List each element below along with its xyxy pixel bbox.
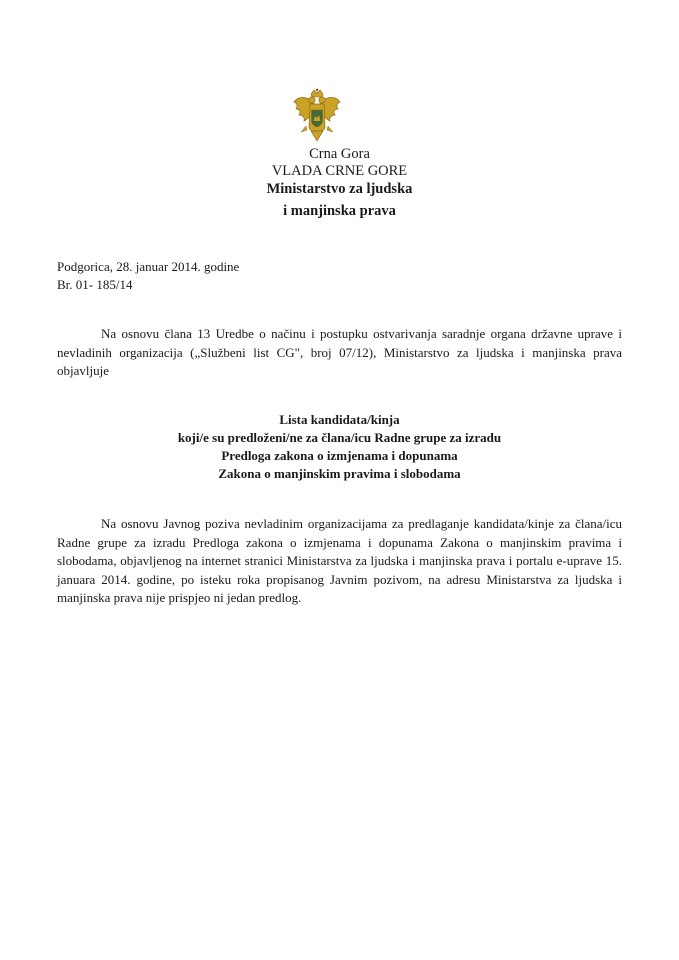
letterhead bbox=[0, 146, 679, 220]
title-line-2: koji/e su predloženi/ne za člana/icu Radne grupe za izradu bbox=[177, 430, 502, 445]
document-meta bbox=[57, 258, 239, 294]
title-line-3: Predloga zakona o izmjenama i dopunama bbox=[221, 448, 458, 463]
document-title bbox=[0, 411, 679, 483]
title-line-1: Lista kandidata/kinja bbox=[279, 412, 400, 427]
ministry-name-line1: Ministarstvo za ljudska bbox=[266, 181, 413, 197]
government-name: VLADA CRNE GORE bbox=[271, 163, 408, 179]
body-paragraph: Na osnovu Javnog poziva nevladinim organizacijama za predlaganje kandidata/kinje za člana/icu Radne grupe za izradu Predloga zakona o izmjenama i dopunama Zakona o manjinskim pravima i slobodama, objavljenog na internet stranici Ministarstva za ljudska i manjinska prava i portalu e-uprave 15. januara 2014. godine, po isteku roka propisanog Javnim pozivom, na adresu Ministarstva za ljudska i manjinska prava nije prispjeo ni jedan predlog. bbox=[57, 516, 622, 605]
coat-of-arms-icon bbox=[292, 88, 342, 144]
country-name: Crna Gora bbox=[309, 146, 370, 162]
place-date: Podgorica, 28. januar 2014. godine bbox=[57, 259, 240, 274]
title-line-4: Zakona o manjinskim pravima i slobodama bbox=[218, 466, 461, 481]
reference-number: Br. 01- 185/14 bbox=[57, 277, 133, 292]
ministry-name-line2: i manjinska prava bbox=[283, 203, 396, 219]
intro-paragraph: Na osnovu člana 13 Uredbe o načinu i postupku ostvarivanja saradnje organa državne uprave i nevladinih organizacija („Službeni list CG", broj 07/12), Ministarstvo za ljudska i manjinska prava objavljuje bbox=[57, 326, 622, 378]
